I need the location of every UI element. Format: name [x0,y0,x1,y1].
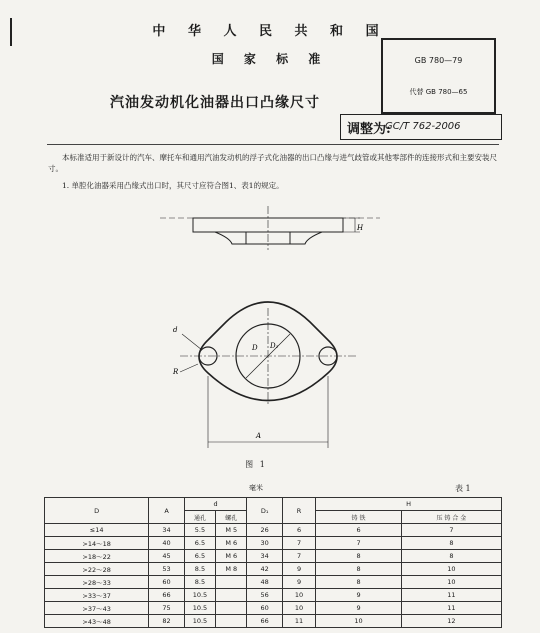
cell-R: 10 [282,589,315,602]
cell-A: 60 [149,576,184,589]
cell-H-iron: 6 [316,524,402,537]
cell-d-through: 10.5 [184,589,215,602]
clause-1-paragraph: 1. 单腔化油器采用凸缘式出口时，其尺寸应符合图1、表1的规定。 [62,181,284,190]
cell-d-through: 8.5 [184,563,215,576]
cell-H-iron: 10 [316,615,402,628]
figure-caption: 图 1 [245,460,267,469]
col-header-H: H [316,498,502,511]
col-header-D1: D₁ [247,498,282,524]
cell-d-through: 10.5 [184,615,215,628]
cell-d-through: 5.5 [184,524,215,537]
cell-H-alloy: 11 [401,589,501,602]
table-row [45,524,502,537]
cell-A: 53 [149,563,184,576]
dim-A-label: A [256,432,262,440]
cell-D1: 60 [247,602,282,615]
cell-R: 9 [282,563,315,576]
table-row [45,615,502,628]
cell-d-thread: M 6 [216,537,247,550]
cell-R: 10 [282,602,315,615]
cell-H-iron: 8 [316,563,402,576]
cell-H-iron: 8 [316,576,402,589]
table-row [45,563,502,576]
cell-H-alloy: 10 [401,576,501,589]
cell-H-alloy: 12 [401,615,501,628]
cell-A: 75 [149,602,184,615]
cell-D1: 56 [247,589,282,602]
table-row [45,576,502,589]
plan-view [180,302,356,448]
cell-D1: 34 [247,550,282,563]
cell-D1: 42 [247,563,282,576]
side-view [160,206,380,250]
dim-d-label: d [173,326,178,334]
dim-R-label: R [173,368,179,376]
cell-d-thread: M 8 [216,563,247,576]
cell-D: >28～33 [45,576,149,589]
col-header-D: D [45,498,149,524]
col-header-d-thread: 螺孔 [216,511,247,524]
cell-D1: 66 [247,615,282,628]
cell-R: 7 [282,537,315,550]
cell-H-iron: 9 [316,589,402,602]
dim-H-label: H [357,224,364,232]
cell-d-through: 10.5 [184,602,215,615]
cell-D: >43～48 [45,615,149,628]
table-row [45,537,502,550]
cell-d-thread [216,589,247,602]
stamp-label: 调整为: [347,122,391,137]
cell-R: 7 [282,550,315,563]
col-header-A: A [149,498,184,524]
cell-D1: 30 [247,537,282,550]
cell-H-alloy: 8 [401,537,501,550]
col-header-d: d [184,498,247,511]
col-header-H-cast-iron: 铸 铁 [316,511,402,524]
cell-H-alloy: 7 [401,524,501,537]
cell-A: 45 [149,550,184,563]
dim-D1-label: D₁ [270,342,279,350]
cell-D1: 48 [247,576,282,589]
cell-H-iron: 9 [316,602,402,615]
cell-A: 34 [149,524,184,537]
cell-A: 40 [149,537,184,550]
cell-D1: 26 [247,524,282,537]
category-heading: 国 家 标 准 [211,52,329,66]
cell-R: 6 [282,524,315,537]
cell-d-thread [216,615,247,628]
cell-d-thread: M 6 [216,550,247,563]
table-number: 表 1 [455,484,471,493]
replaces-standard: 代替 GB 780—65 [409,88,468,96]
dim-D-label: D [252,344,258,352]
table-unit: 毫米 [249,484,263,492]
cell-D: >18～22 [45,550,149,563]
cell-D: >22～28 [45,563,149,576]
cell-H-alloy: 8 [401,550,501,563]
dimension-table [44,497,502,628]
cell-d-thread [216,602,247,615]
col-header-H-die-cast: 压 铸 合 金 [401,511,501,524]
cell-d-through: 6.5 [184,550,215,563]
table-row [45,550,502,563]
cell-H-iron: 7 [316,537,402,550]
cell-H-alloy: 10 [401,563,501,576]
scope-paragraph: 本标准适用于新设计的汽车、摩托车和通用汽油发动机的浮子式化油器的出口凸缘与进气歧管或其他零部件的连接形式和主要安装尺寸。 [48,153,497,173]
cell-A: 82 [149,615,184,628]
page-title: 汽油发动机化油器出口凸缘尺寸 [110,95,320,111]
stamp-handwritten-note: GC/T 762-2006 [385,121,461,132]
cell-A: 66 [149,589,184,602]
cell-d-thread: M 5 [216,524,247,537]
cell-d-through: 8.5 [184,576,215,589]
cell-H-iron: 8 [316,550,402,563]
cell-D: >33～37 [45,589,149,602]
table-row [45,602,502,615]
col-header-R: R [282,498,315,524]
cell-H-alloy: 11 [401,602,501,615]
table-row [45,589,502,602]
cell-d-through: 6.5 [184,537,215,550]
cell-R: 11 [282,615,315,628]
cell-D: >14～18 [45,537,149,550]
cell-D: ≤14 [45,524,149,537]
country-heading: 中 华 人 民 共 和 国 [152,24,388,39]
col-header-d-through: 通孔 [184,511,215,524]
cell-d-thread [216,576,247,589]
cell-D: >37～43 [45,602,149,615]
cell-R: 9 [282,576,315,589]
standard-number: GB 780—79 [414,56,463,65]
